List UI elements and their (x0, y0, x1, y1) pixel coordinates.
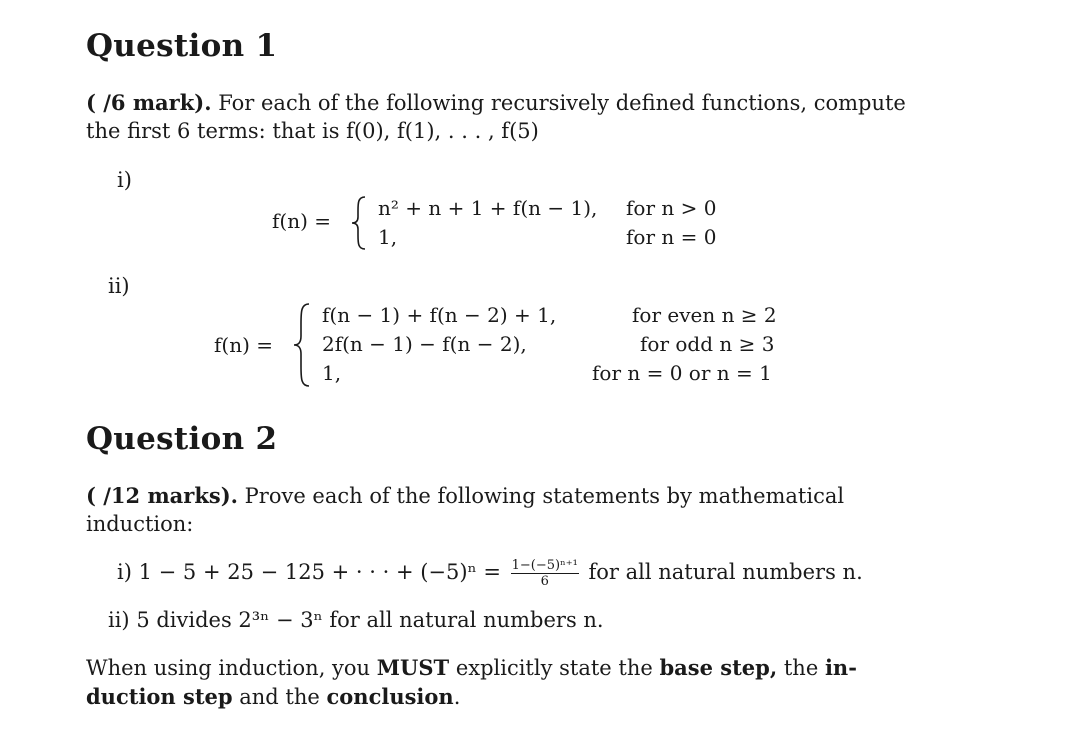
question-2-item-1 (117, 558, 863, 589)
question-2-item-2 (108, 606, 604, 635)
part-2-case-1-expression: f(n − 1) + f(n − 2) + 1, (322, 303, 557, 327)
part-2-label: ii) (108, 274, 130, 298)
question-2-title: Question 2 (86, 421, 278, 457)
item-1-label: i) (117, 560, 132, 584)
question-2-intro (86, 481, 844, 511)
part-1-case-2-expression: 1, (378, 225, 398, 249)
question-1-intro (86, 88, 906, 118)
part-2-case-1-condition: for even n ≥ 2 (632, 303, 777, 327)
part-2-case-2-condition: for odd n ≥ 3 (640, 332, 775, 356)
item-1-tail: for all natural numbers n. (588, 560, 863, 584)
part-1-case-1-condition: for n > 0 (626, 196, 717, 220)
part-2-brace (292, 302, 312, 388)
item-2-label: ii) (108, 608, 130, 632)
part-2-case-3-condition: for n = 0 or n = 1 (592, 361, 772, 385)
item-1-lhs: 1 − 5 + 25 − 125 + · · · + (−5)ⁿ = (138, 560, 501, 584)
note-emphasis-must: MUST (376, 655, 450, 680)
part-1-case-1-expression: n² + n + 1 + f(n − 1), (378, 196, 598, 220)
item-1-fraction-numerator: 1−(−5)ⁿ⁺¹ (511, 558, 578, 573)
item-1-fraction (511, 558, 579, 589)
part-2-case-2-expression: 2f(n − 1) − f(n − 2), (322, 332, 527, 356)
question-1-intro-text: For each of the following recursively defined functions, compute (218, 91, 906, 115)
note-text: When using induction, you (86, 656, 371, 680)
part-1-brace (350, 195, 368, 251)
question-2-intro-line2: induction: (86, 512, 194, 536)
part-1-label: i) (117, 168, 132, 192)
part-2-lhs: f(n) = (214, 333, 274, 357)
note-emphasis-conclusion: conclusion (326, 684, 454, 709)
question-1-title: Question 1 (86, 28, 278, 64)
question-1-marks: ( /6 mark). (86, 90, 212, 115)
induction-note-line-2 (86, 682, 460, 712)
part-1-lhs: f(n) = (272, 209, 332, 233)
note-text: and the (239, 685, 320, 709)
question-2-intro-text: Prove each of the following statements by mathematical (244, 484, 845, 508)
induction-note-line-1 (86, 653, 857, 683)
item-2-text: 5 divides 2³ⁿ − 3ⁿ for all natural numbers n. (136, 608, 604, 632)
note-emphasis-induction: in- (824, 655, 857, 680)
note-emphasis-induction-step: duction step (86, 684, 233, 709)
note-emphasis-base-step: base step, (659, 655, 778, 680)
part-1-case-2-condition: for n = 0 (626, 225, 717, 249)
note-text: explicitly state the (455, 656, 653, 680)
question-1-intro-line2: the first 6 terms: that is f(0), f(1), . . . , f(5) (86, 119, 539, 143)
question-2-marks: ( /12 marks). (86, 483, 238, 508)
note-period: . (453, 685, 461, 709)
part-2-case-3-expression: 1, (322, 361, 342, 385)
note-text: the (783, 656, 819, 680)
item-1-fraction-denominator: 6 (540, 574, 549, 589)
